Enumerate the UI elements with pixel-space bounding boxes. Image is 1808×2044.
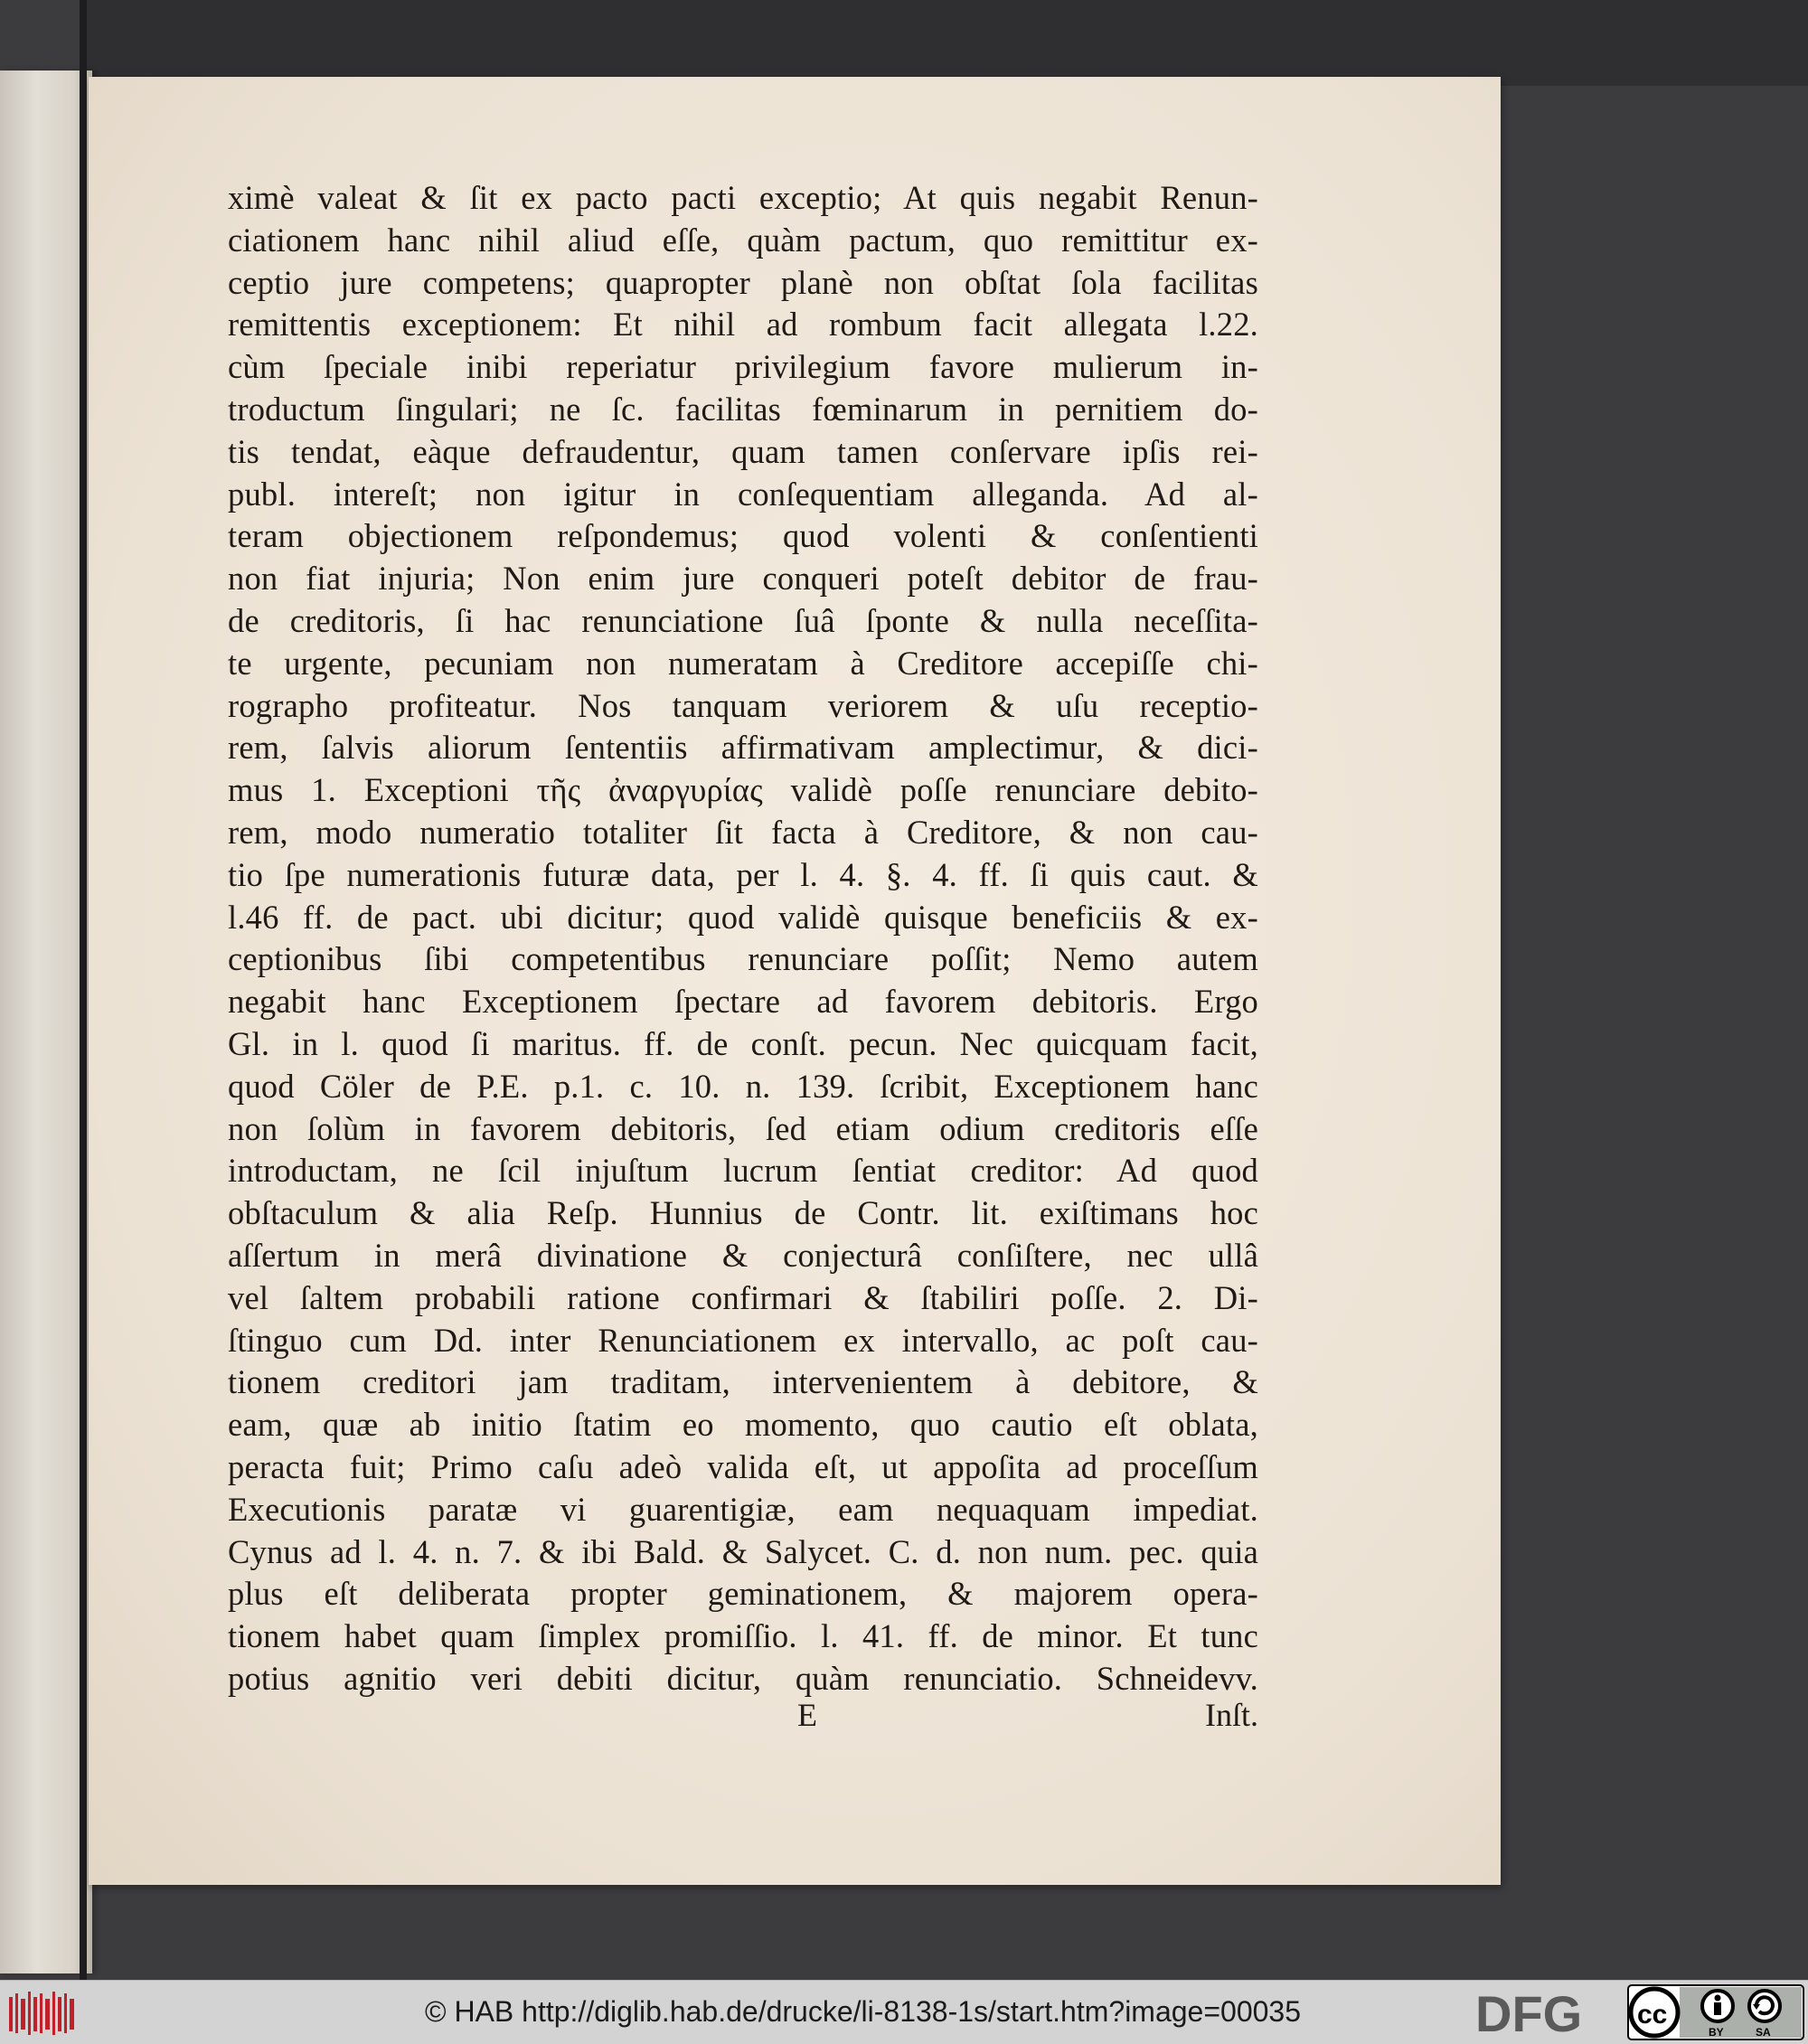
- dfg-logo-icon: [1475, 1986, 1611, 2039]
- scan-top-shadow: [83, 0, 1808, 86]
- text-line: ciationem hanc nihil aliud eſſe, quàm pactum, quo remittitur ex-: [228, 221, 1258, 259]
- text-line: Executionis paratæ vi guarentigiæ, eam nequaquam impediat.: [228, 1490, 1258, 1528]
- page-text: [228, 177, 1258, 1700]
- license-sa-label: SA: [1756, 2026, 1771, 2039]
- text-line: de creditoris, ſi hac renunciatione ſuâ ſponte & nulla neceſſita-: [228, 601, 1258, 639]
- digitization-logo-icon: [7, 1990, 78, 2037]
- text-line: Gl. in l. quod ſi maritus. ff. de conſt. pecun. Nec quicquam facit,: [228, 1024, 1258, 1062]
- text-line: rem, modo numeratio totaliter ſit facta à Creditore, & non cau-: [228, 813, 1258, 851]
- text-line: te urgente, pecuniam non numeratam à Creditore accepiſſe chi-: [228, 644, 1258, 682]
- text-line: rographo profiteatur. Nos tanquam veriorem & uſu receptio-: [228, 686, 1258, 724]
- text-line: tio ſpe numerationis futuræ data, per l. 4. §. 4. ff. ſi quis caut. &: [228, 855, 1258, 893]
- text-line: plus eſt deliberata propter geminationem, & majorem opera-: [228, 1575, 1258, 1613]
- text-line: negabit hanc Exceptionem ſpectare ad favorem debitoris. Ergo: [228, 983, 1258, 1021]
- text-line: tionem creditori jam traditam, intervenientem à debitore, &: [228, 1363, 1258, 1401]
- text-line: aſſertum in merâ divinatione & conjecturâ conſiſtere, nec ullâ: [228, 1236, 1258, 1274]
- text-line: tionem habet quam ſimplex promiſſio. l. 41. ff. de minor. Et tunc: [228, 1617, 1258, 1655]
- text-line: obſtaculum & alia Reſp. Hunnius de Contr. lit. exiſtimans hoc: [228, 1194, 1258, 1232]
- svg-text:cc: cc: [1637, 2000, 1668, 2030]
- signature-mark: E: [797, 1697, 817, 1733]
- text-line: ceptionibus ſibi competentibus renunciare poſſit; Nemo autem: [228, 940, 1258, 978]
- previous-page-edge: [0, 71, 92, 1973]
- text-line: rem, ſalvis aliorum ſententiis affirmativam amplectimur, & dici-: [228, 729, 1258, 767]
- license-by-label: BY: [1709, 2026, 1724, 2039]
- text-line: troductum ſingulari; ne ſc. facilitas fœminarum in pernitiem do-: [228, 390, 1258, 428]
- text-line: cùm ſpeciale inibi reperiatur privilegium favore mulierum in-: [228, 348, 1258, 386]
- text-line: eam, quæ ab initio ſtatim eo momento, quo cautio eſt oblata,: [228, 1406, 1258, 1444]
- text-line: publ. intereſt; non igitur in conſequentiam alleganda. Ad al-: [228, 475, 1258, 513]
- text-line: quod Cöler de P.E. p.1. c. 10. n. 139. ſcribit, Exceptionem hanc: [228, 1067, 1258, 1105]
- text-line: tis tendat, eàque defraudentur, quam tamen conſervare ipſis rei-: [228, 432, 1258, 470]
- text-line: remittentis exceptionem: Et nihil ad rombum facit allegata l.22.: [228, 306, 1258, 344]
- text-line: ximè valeat & ſit ex pacto pacti exceptio; At quis negabit Renun-: [228, 179, 1258, 216]
- text-line: ceptio jure competens; quapropter planè non obſtat ſola facilitas: [228, 263, 1258, 301]
- copyright-credit: © HAB http://diglib.hab.de/drucke/li-8138-1s/start.htm?image=00035: [425, 1995, 1302, 2028]
- text-line: teram objectionem reſpondemus; quod volenti & conſentienti: [228, 517, 1258, 555]
- text-line: mus 1. Exceptioni τῆς ἀναργυρίας validè poſſe renunciare debito-: [228, 771, 1258, 809]
- book-spine: [80, 0, 87, 1980]
- text-line: l.46 ff. de pact. ubi dicitur; quod validè quisque beneficiis & ex-: [228, 898, 1258, 936]
- svg-text:DFG: DFG: [1475, 1986, 1583, 2039]
- text-line: potius agnitio veri debiti dicitur, quàm renunciatio. Schneidevv.: [228, 1659, 1258, 1697]
- catchword: Inſt.: [1205, 1697, 1258, 1733]
- cc-license-icon: [1627, 1984, 1804, 2040]
- viewer-footer-bar: [0, 1980, 1808, 2044]
- text-line: Cynus ad l. 4. n. 7. & ibi Bald. & Salycet. C. d. non num. pec. quia: [228, 1532, 1258, 1570]
- text-line: introductam, ne ſcil injuſtum lucrum ſentiat creditor: Ad quod: [228, 1152, 1258, 1190]
- text-line: peracta fuit; Primo caſu adeò valida eſt, ut appoſita ad proceſſum: [228, 1447, 1258, 1485]
- text-line: ſtinguo cum Dd. inter Renunciationem ex intervallo, ac poſt cau-: [228, 1321, 1258, 1359]
- text-line: vel ſaltem probabili ratione confirmari & ſtabiliri poſſe. 2. Di-: [228, 1278, 1258, 1316]
- page-footer: [228, 1696, 1258, 1741]
- text-line: non ſolùm in favorem debitoris, ſed etiam odium creditoris eſſe: [228, 1109, 1258, 1147]
- text-line: non fiat injuria; Non enim jure conqueri poteſt debitor de frau-: [228, 560, 1258, 598]
